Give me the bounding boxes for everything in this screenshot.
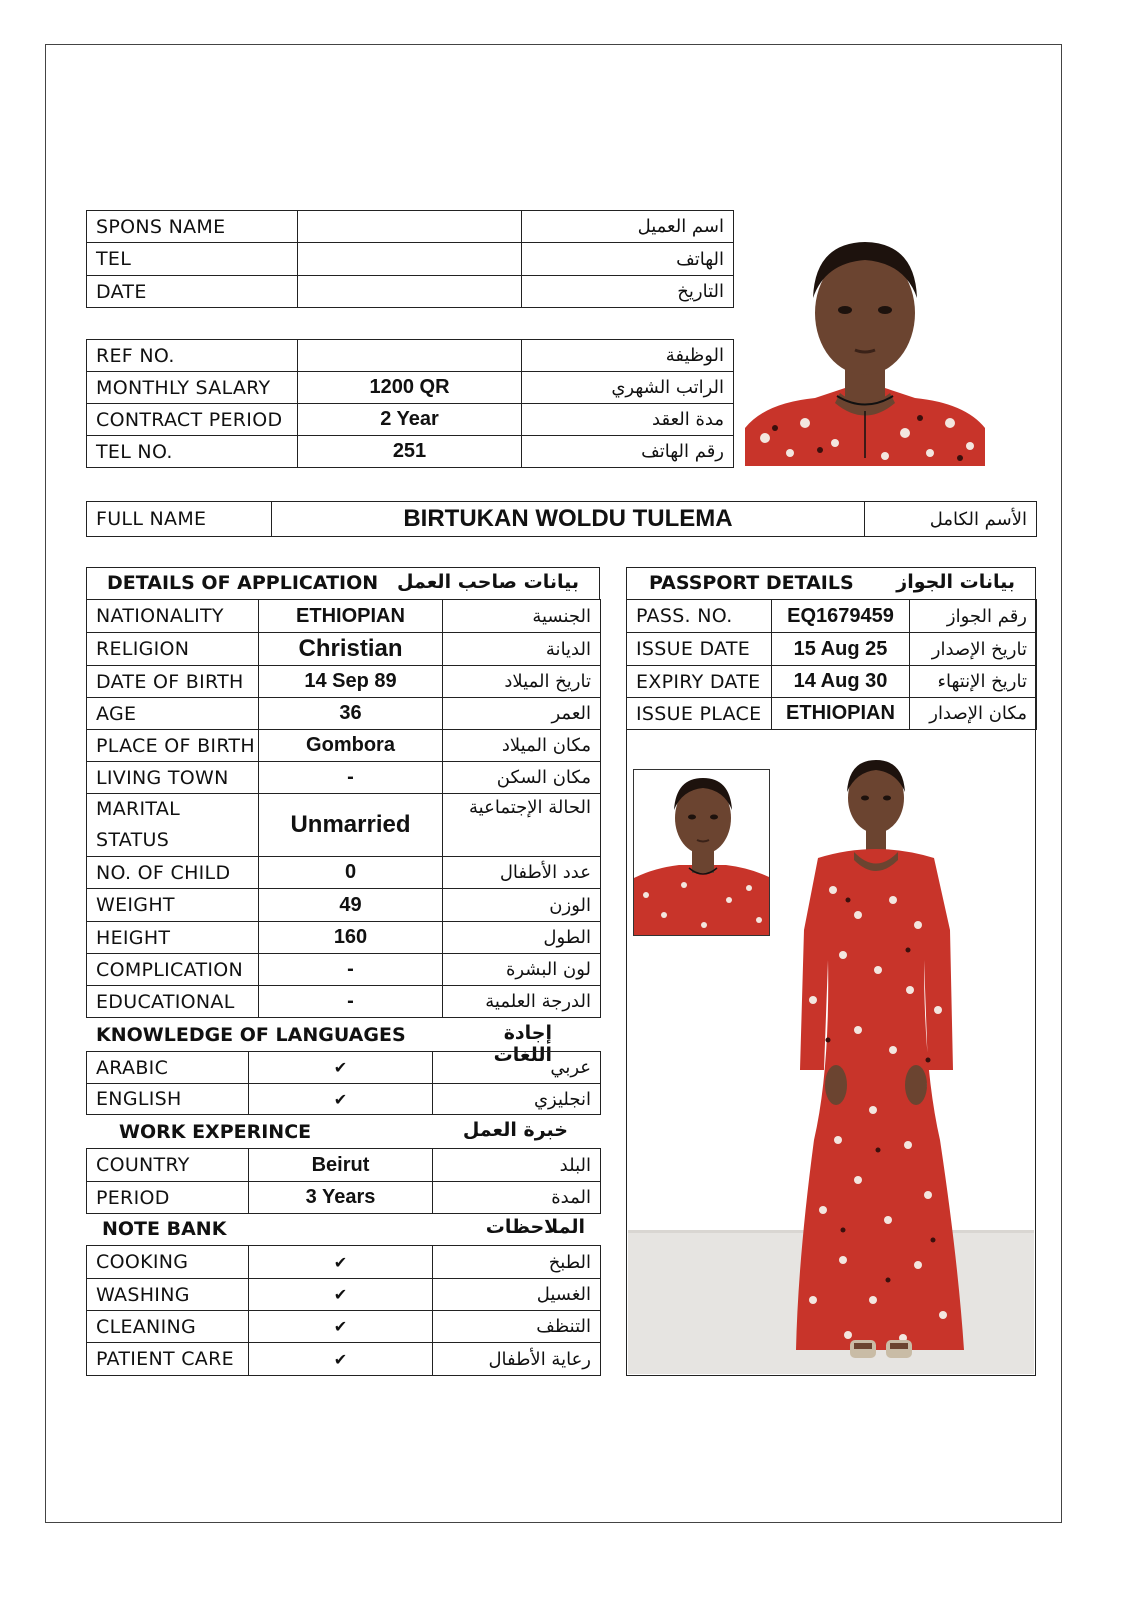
row-label-arabic: الراتب الشهري [522,372,734,404]
row-label: PERIOD [87,1182,249,1214]
row-label: NATIONALITY [87,600,259,633]
check-icon: ✔ [249,1246,433,1279]
row-value: Beirut [249,1149,433,1182]
table-row [87,1311,601,1343]
row-value: 36 [259,698,443,730]
row-value [298,340,522,372]
table-row [87,1084,601,1115]
row-label: REF NO. [87,340,298,372]
row-label-arabic: البلد [433,1149,601,1182]
row-label-arabic: الدرجة العلمية [443,986,601,1018]
row-label-arabic: عربي [433,1052,601,1084]
row-value: 2 Year [298,404,522,436]
row-label-arabic: مكان الميلاد [443,730,601,762]
table-row [627,666,1037,698]
notes-table [86,1245,601,1376]
row-value: 49 [259,889,443,922]
table-row [87,922,601,954]
row-value: 3 Years [249,1182,433,1214]
row-label-arabic: رقم الهاتف [522,436,734,468]
row-label-arabic: العمر [443,698,601,730]
passport-title-arabic: بيانات الجواز [896,571,1015,593]
portrait-photo [745,228,985,466]
work-title: WORK EXPERINCE [119,1121,312,1143]
row-label-arabic: الحالة الإجتماعية [443,794,601,857]
row-value: ETHIOPIAN [259,600,443,633]
row-label: COUNTRY [87,1149,249,1182]
row-value: Unmarried [259,794,443,857]
row-label-arabic: الهاتف [522,243,734,276]
row-label-arabic: مكان الإصدار [910,698,1037,730]
row-value: EQ1679459 [772,600,910,633]
row-label: WASHING [87,1279,249,1311]
row-label-arabic: الديانة [443,633,601,666]
row-value [298,276,522,308]
table-row [87,1343,601,1376]
row-value: 0 [259,857,443,889]
row-label-arabic: التنظف [433,1311,601,1343]
full-name-label-arabic: الأسم الكامل [865,502,1037,537]
table-row [87,954,601,986]
table-row [87,372,734,404]
row-label: HEIGHT [87,922,259,954]
table-row [87,1052,601,1084]
row-label-arabic: الوزن [443,889,601,922]
notes-title: NOTE BANK [102,1218,227,1240]
table-row [87,1246,601,1279]
row-label: TEL NO. [87,436,298,468]
table-row [627,698,1037,730]
row-value: 14 Sep 89 [259,666,443,698]
table-row [627,600,1037,633]
row-value [298,211,522,243]
row-label-arabic: الجنسية [443,600,601,633]
row-label-arabic: تاريخ الإنتهاء [910,666,1037,698]
row-label-arabic: لون البشرة [443,954,601,986]
full-name-table [86,501,1037,537]
table-row [87,633,601,666]
languages-title-arabic: إجادة اللغات [493,1022,552,1066]
row-value: 14 Aug 30 [772,666,910,698]
row-label: WEIGHT [87,889,259,922]
work-table [86,1148,601,1214]
row-label-arabic: انجليزي [433,1084,601,1115]
row-label-arabic: مدة العقد [522,404,734,436]
application-header [86,567,600,599]
table-row [87,243,734,276]
row-label-arabic: الطول [443,922,601,954]
row-value [298,243,522,276]
notes-title-arabic: الملاحظات [485,1216,585,1238]
languages-table [86,1051,601,1115]
row-label: PASS. NO. [627,600,772,633]
row-label-arabic: المدة [433,1182,601,1214]
row-label: CLEANING [87,1311,249,1343]
table-row [87,1149,601,1182]
table-row [87,1182,601,1214]
row-label: TEL [87,243,298,276]
row-label-arabic: رقم الجواز [910,600,1037,633]
table-row [87,857,601,889]
row-value: 160 [259,922,443,954]
table-row [87,211,734,243]
row-label: MONTHLY SALARY [87,372,298,404]
row-label-arabic: تاريخ الميلاد [443,666,601,698]
row-label-arabic: عدد الأطفال [443,857,601,889]
table-row [87,600,601,633]
contract-table [86,339,734,468]
full-name-label: FULL NAME [87,502,272,537]
table-row [87,404,734,436]
row-label: DATE OF BIRTH [87,666,259,698]
check-icon: ✔ [249,1311,433,1343]
full-name-value: BIRTUKAN WOLDU TULEMA [272,502,865,537]
table-row [87,436,734,468]
row-label-arabic: التاريخ [522,276,734,308]
table-row [87,986,601,1018]
table-row [87,666,601,698]
application-title-arabic: بيانات صاحب العمل [397,571,579,593]
row-label: DATE [87,276,298,308]
row-label: ARABIC [87,1052,249,1084]
row-label-arabic: رعاية الأطفال [433,1343,601,1376]
row-label: RELIGION [87,633,259,666]
row-label: PATIENT CARE [87,1343,249,1376]
languages-title: KNOWLEDGE OF LANGUAGES [96,1024,406,1046]
row-value: - [259,954,443,986]
row-label: NO. OF CHILD [87,857,259,889]
row-label-arabic: مكان السكن [443,762,601,794]
application-title: DETAILS OF APPLICATION [107,572,379,594]
application-table [86,599,601,1018]
sponsor-table [86,210,734,308]
row-label: ISSUE PLACE [627,698,772,730]
marital-status-label: MARITAL STATUS [96,798,181,851]
check-icon: ✔ [249,1279,433,1311]
row-value: 15 Aug 25 [772,633,910,666]
full-body-photo [628,740,1034,1374]
row-label: ENGLISH [87,1084,249,1115]
passport-title: PASSPORT DETAILS [649,572,854,594]
row-label [87,794,259,857]
row-value: Gombora [259,730,443,762]
row-label-arabic: تاريخ الإصدار [910,633,1037,666]
row-value: - [259,986,443,1018]
passport-table [626,599,1037,730]
table-row [87,889,601,922]
check-icon: ✔ [249,1343,433,1376]
row-value: Christian [259,633,443,666]
row-label: PLACE OF BIRTH [87,730,259,762]
table-row [87,762,601,794]
table-row [87,340,734,372]
work-title-arabic: خبرة العمل [462,1119,568,1141]
check-icon: ✔ [249,1084,433,1115]
row-value: 251 [298,436,522,468]
row-label: COMPLICATION [87,954,259,986]
row-label-arabic: الوظيفة [522,340,734,372]
row-label: ISSUE DATE [627,633,772,666]
row-label-arabic: الغسيل [433,1279,601,1311]
row-value: - [259,762,443,794]
row-value: ETHIOPIAN [772,698,910,730]
row-value: 1200 QR [298,372,522,404]
check-icon: ✔ [249,1052,433,1084]
table-row [87,276,734,308]
row-label: AGE [87,698,259,730]
table-row [627,633,1037,666]
row-label: EXPIRY DATE [627,666,772,698]
row-label: EDUCATIONAL [87,986,259,1018]
row-label-arabic: اسم العميل [522,211,734,243]
row-label: SPONS NAME [87,211,298,243]
table-row [87,730,601,762]
row-label: LIVING TOWN [87,762,259,794]
table-row [87,794,601,857]
table-row [87,502,1037,537]
row-label: CONTRACT PERIOD [87,404,298,436]
row-label: COOKING [87,1246,249,1279]
table-row [87,1279,601,1311]
row-label-arabic: الطبخ [433,1246,601,1279]
table-row [87,698,601,730]
